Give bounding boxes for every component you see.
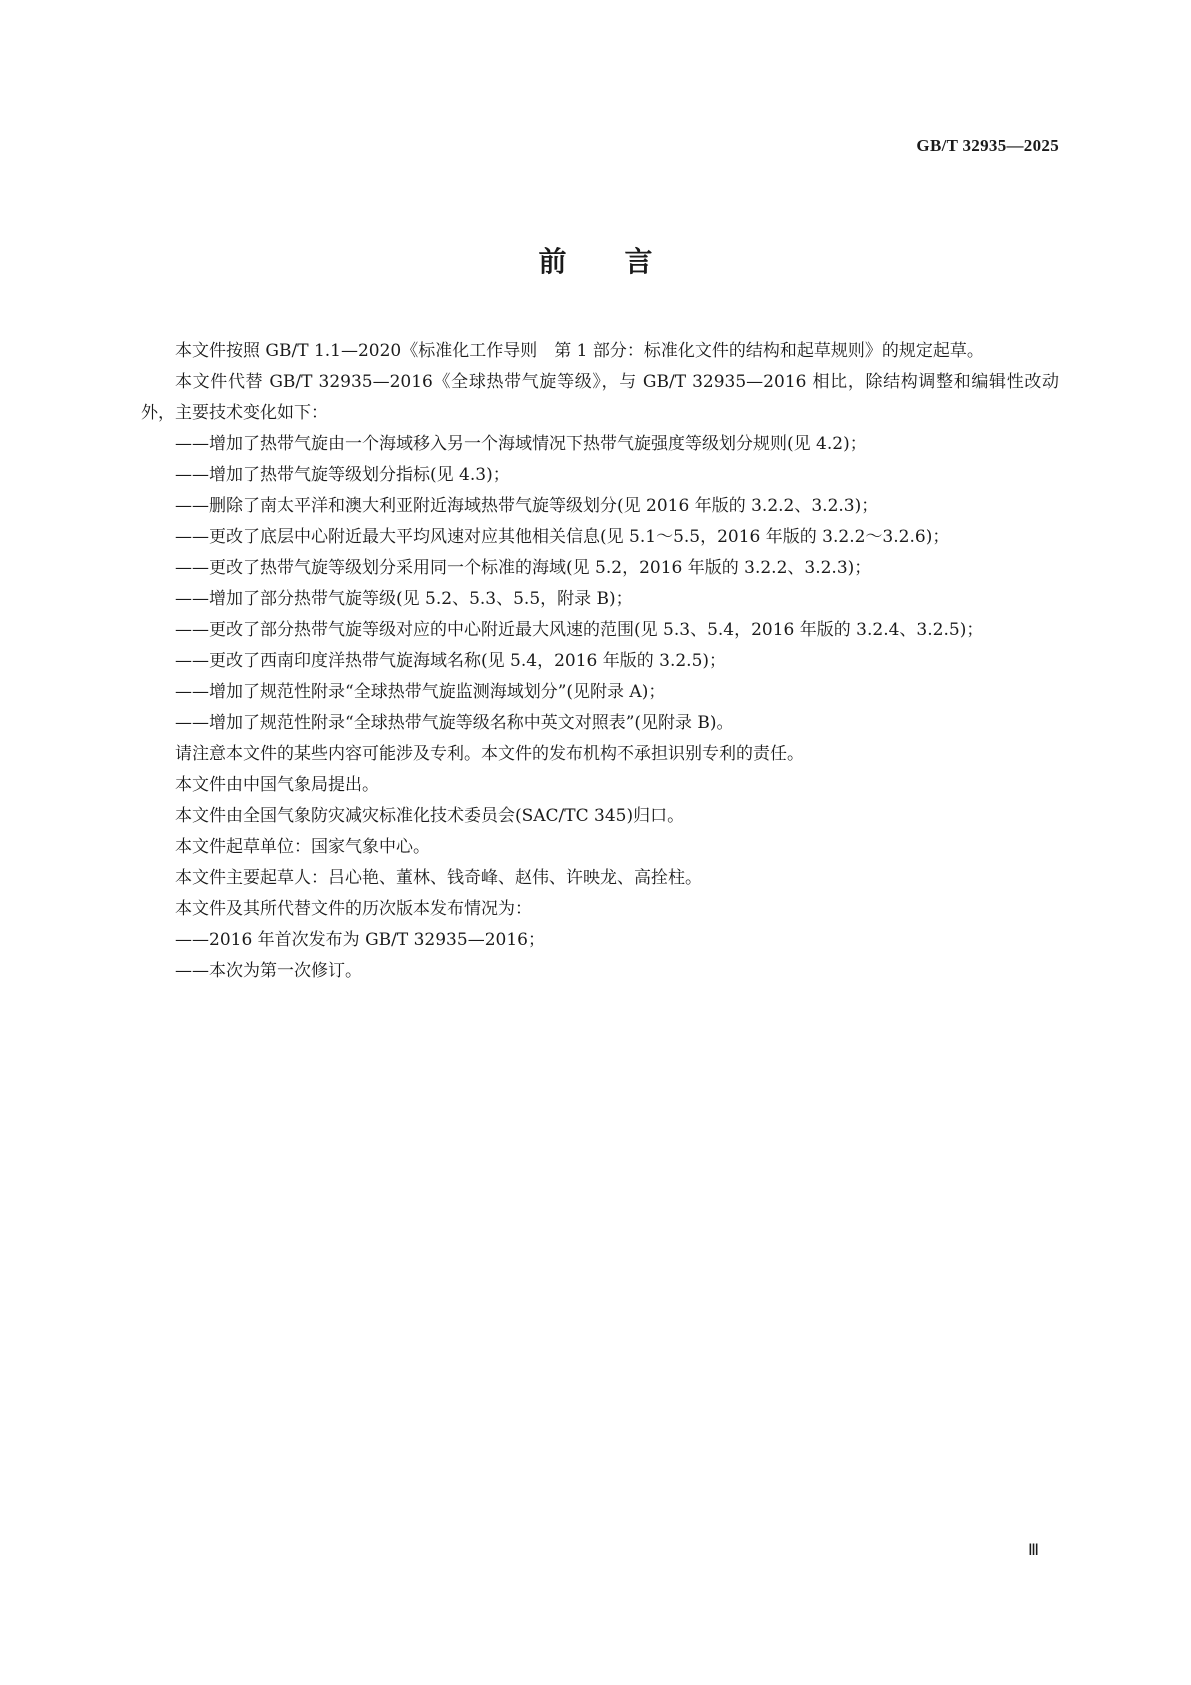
paragraph-drafting-unit: 本文件起草单位：国家气象中心。: [175, 837, 430, 857]
standard-code: GB/T 32935—2025: [916, 136, 1059, 155]
history-list: [141, 925, 1059, 987]
preface-body: [141, 336, 1059, 987]
paragraph-committee: 本文件由全国气象防灾减灾标准化技术委员会(SAC/TC 345)归口。: [175, 806, 685, 826]
paragraph-proposer: 本文件由中国气象局提出。: [175, 775, 379, 795]
paragraph-history-intro: 本文件及其所代替文件的历次版本发布情况为：: [175, 899, 532, 919]
paragraph-drafting-basis: 本文件按照 GB/T 1.1—2020《标准化工作导则 第 1 部分：标准化文件的结构和起草规则》的规定起草。: [175, 341, 984, 361]
list-item: ——增加了热带气旋由一个海域移入另一个海域情况下热带气旋强度等级划分规则(见 4.2)；: [175, 434, 867, 454]
list-item: ——更改了底层中心附近最大平均风速对应其他相关信息(见 5.1～5.5，2016 年版的 3.2.2～3.2.6)；: [175, 527, 950, 547]
list-item: ——更改了部分热带气旋等级对应的中心附近最大风速的范围(见 5.3、5.4，2016 年版的 3.2.4、3.2.5)；: [175, 620, 984, 640]
list-item: ——增加了规范性附录“全球热带气旋等级名称中英文对照表”(见附录 B)。: [175, 713, 734, 733]
list-item: ——增加了热带气旋等级划分指标(见 4.3)；: [175, 465, 510, 485]
changes-list: [141, 429, 1059, 739]
list-item: ——增加了规范性附录“全球热带气旋监测海域划分”(见附录 A)；: [175, 682, 666, 702]
paragraph-drafters: 本文件主要起草人：吕心艳、董林、钱奇峰、赵伟、许映龙、高拴柱。: [175, 868, 702, 888]
paragraph-replacement: 本文件代替 GB/T 32935—2016《全球热带气旋等级》，与 GB/T 32935—2016 相比，除结构调整和编辑性改动外，主要技术变化如下：: [141, 372, 1059, 423]
list-item: ——删除了南太平洋和澳大利亚附近海域热带气旋等级划分(见 2016 年版的 3.2.2、3.2.3)；: [175, 496, 879, 516]
page-number: Ⅲ: [1027, 1542, 1039, 1559]
list-item: ——更改了西南印度洋热带气旋海域名称(见 5.4，2016 年版的 3.2.5)；: [175, 651, 727, 671]
list-item: ——本次为第一次修订。: [175, 961, 362, 981]
list-item: ——更改了热带气旋等级划分采用同一个标准的海域(见 5.2，2016 年版的 3.2.2、3.2.3)；: [175, 558, 872, 578]
paragraph-patent-notice: 请注意本文件的某些内容可能涉及专利。本文件的发布机构不承担识别专利的责任。: [175, 744, 804, 764]
list-item: ——增加了部分热带气旋等级(见 5.2、5.3、5.5，附录 B)；: [175, 589, 633, 609]
page-title: 前言: [538, 245, 711, 278]
list-item: ——2016 年首次发布为 GB/T 32935—2016；: [175, 930, 545, 950]
